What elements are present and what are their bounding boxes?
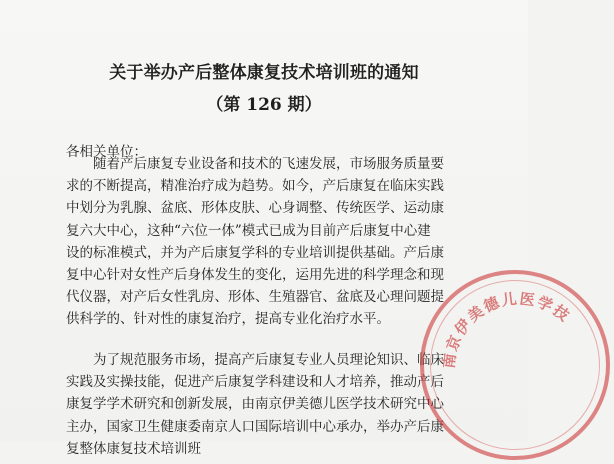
paragraph-line: 求的不断提高，精准治疗成为趋势。如今，产后康复在临床实践 [66,178,444,195]
paragraph-line: 主办，国家卫生健康委南京人口国际培训中心承办，举办产后康 [66,418,444,435]
paragraph-2 [66,349,466,460]
paragraph-line: 实践及实操技能，促进产后康复学科建设和人才培养，推动产后 [66,374,444,391]
paragraph-line: 供科学的、针对性的康复治疗，提高专业化治疗水平。 [66,311,390,328]
salutation: 各相关单位： [66,144,147,160]
paragraph-line: 中划分为乳腺、盆底、形体皮肤、心身调整、传统医学、运动康 [66,200,444,217]
paragraph-line: 代仪器，对产后女性乳房、形体、生殖器官、盆底及心理问题提 [66,289,444,306]
paragraph-line: 随着产后康复专业设备和技术的飞速发展，市场服务质量要 [93,156,444,172]
paragraph-line: 复中心针对女性产后身体发生的变化，运用先进的科学理念和现 [66,266,444,283]
paragraph-line: 复六大中心，这种“六位一体”模式已成为目前产后康复中心建 [66,222,431,239]
svg-text:南京伊美德儿医学技: 南京伊美德儿医学技 [441,291,573,370]
notice-title: 关于举办产后整体康复技术培训班的通知 [109,63,419,83]
paragraph-line: 康复学学术研究和创新发展，由南京伊美德儿医学技术研究中心 [66,396,444,413]
issue-number: （第 126 期） [206,95,322,115]
paragraph-line: 复整体康复技术培训班 [66,440,201,457]
paragraph-1 [66,153,466,331]
paragraph-line: 设的标准模式，并为产后康复学科的专业培训提供基础。产后康 [66,244,444,261]
paragraph-line: 为了规范服务市场，提高产后康复专业人员理论知识、临床 [93,352,444,368]
